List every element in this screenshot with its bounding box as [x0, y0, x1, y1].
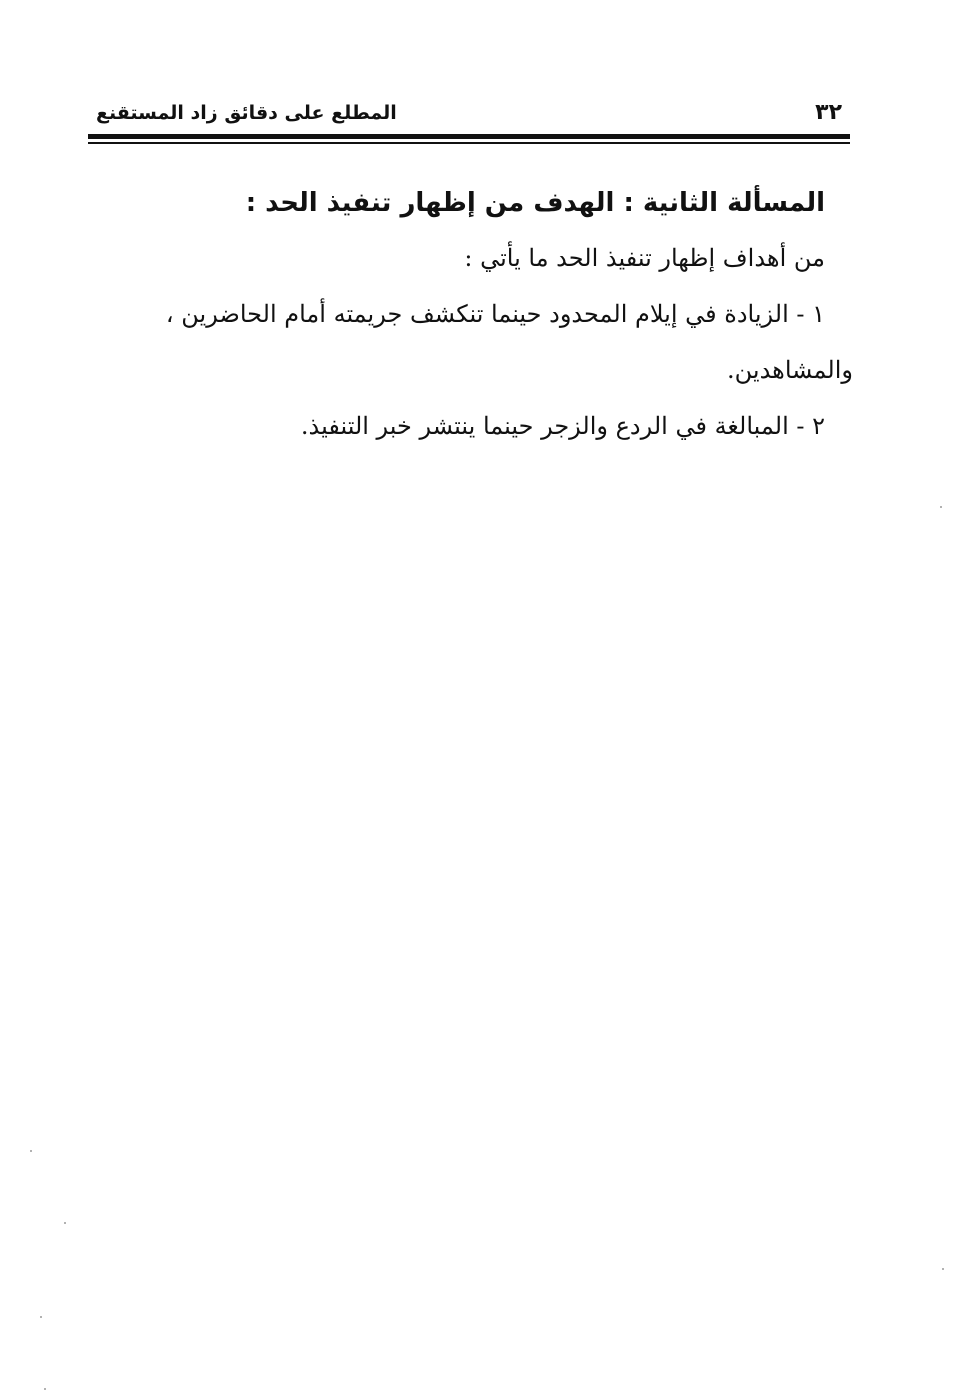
- page-number: ٣٢: [815, 100, 842, 125]
- page-body: [90, 176, 853, 454]
- point-2-line-1: ٢ - المبالغة في الردع والزجر حينما ينتشر خبر التنفيذ.: [300, 412, 825, 440]
- scan-speck: [44, 1388, 46, 1390]
- scan-speck: [942, 1268, 944, 1270]
- header-rule-thick: [88, 134, 850, 139]
- section-heading: المسألة الثانية : الهدف من إظهار تنفيذ الحد :: [245, 188, 825, 218]
- point-1-line-2: والمشاهدين.: [727, 356, 853, 384]
- header-rule-thin: [88, 142, 850, 144]
- scan-speck: [940, 506, 942, 508]
- running-book-title: المطلع على دقائق زاد المستقنع: [96, 102, 397, 124]
- page-header: [88, 96, 850, 132]
- point-1-line-1: ١ - الزيادة في إيلام المحدود حينما تنكشف جريمته أمام الحاضرين ،: [165, 300, 825, 328]
- scan-speck: [40, 1316, 42, 1318]
- scan-speck: [64, 1222, 66, 1224]
- scan-speck: [30, 1150, 32, 1152]
- intro-paragraph: من أهداف إظهار تنفيذ الحد ما يأتي :: [464, 244, 825, 272]
